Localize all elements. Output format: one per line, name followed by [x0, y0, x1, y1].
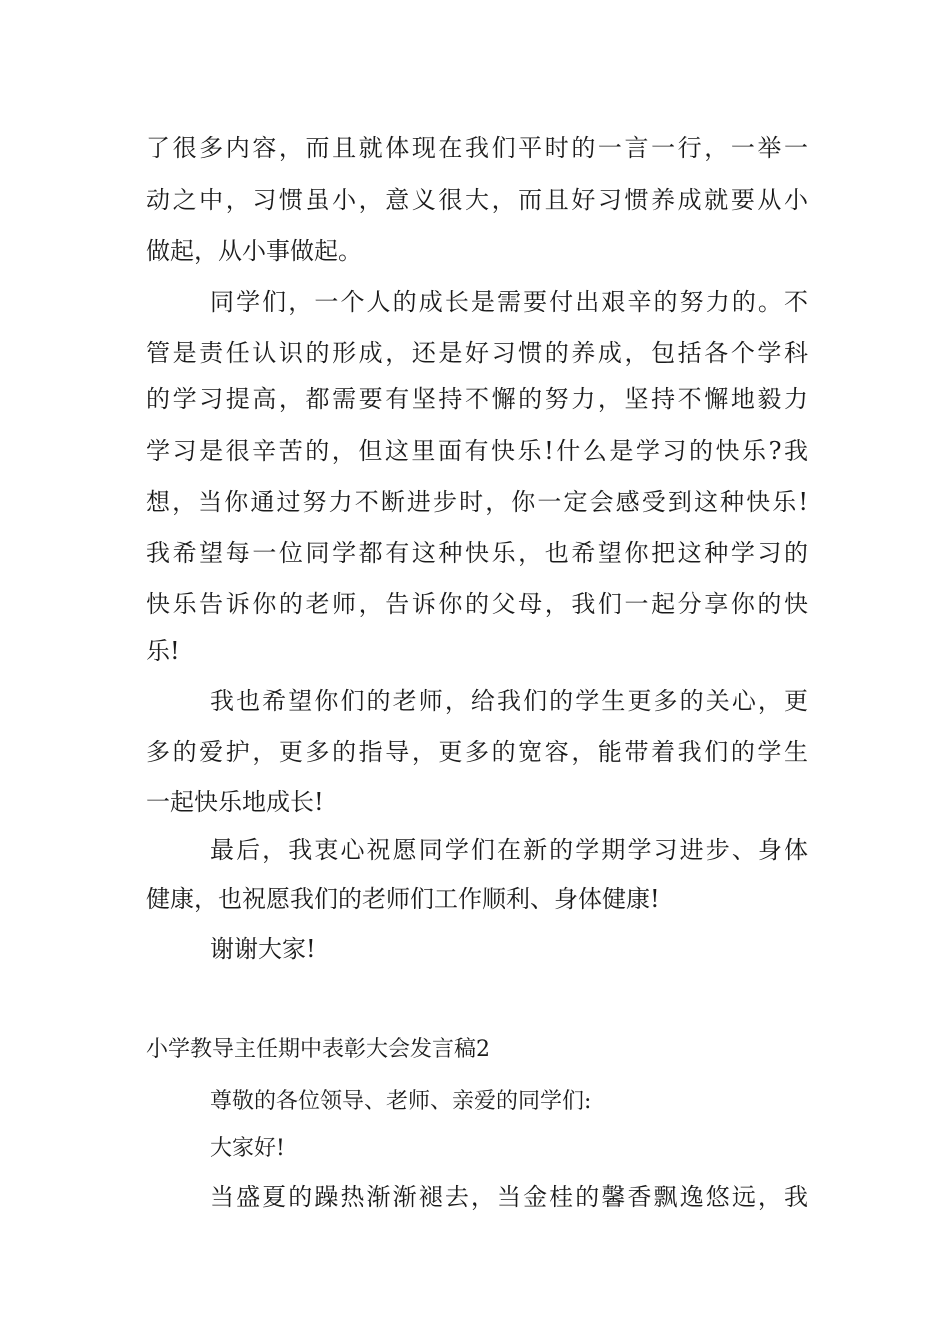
closing-line: 谢谢大家!: [210, 935, 316, 963]
paragraph-line: 动之中，习惯虽小，意义很大，而且好习惯养成就要从小: [146, 186, 808, 214]
paragraph-line: 健康，也祝愿我们的老师们工作顺利、身体健康!: [146, 885, 660, 913]
paragraph-line: 同学们，一个人的成长是需要付出艰辛的努力的。不: [210, 288, 808, 316]
paragraph-line: 最后，我衷心祝愿同学们在新的学期学习进步、身体: [210, 836, 808, 864]
paragraph-line: 一起快乐地成长!: [146, 788, 324, 816]
paragraph-line: 快乐告诉你的老师，告诉你的父母，我们一起分享你的快: [146, 590, 808, 618]
paragraph-line: 管是责任认识的形成，还是好习惯的养成，包括各个学科: [146, 339, 808, 367]
paragraph-line: 我也希望你们的老师，给我们的学生更多的关心，更: [210, 687, 808, 715]
paragraph-line: 了很多内容，而且就体现在我们平时的一言一行，一举一: [146, 134, 808, 162]
paragraph-line: 我希望每一位同学都有这种快乐，也希望你把这种学习的: [146, 539, 808, 567]
paragraph-line: 做起，从小事做起。: [146, 237, 362, 265]
paragraph-line: 的学习提高，都需要有坚持不懈的努力，坚持不懈地毅力: [146, 385, 808, 413]
paragraph-line: 学习是很辛苦的，但这里面有快乐!什么是学习的快乐?我: [146, 437, 808, 465]
greeting-line: 尊敬的各位领导、老师、亲爱的同学们:: [210, 1089, 592, 1114]
paragraph-line: 多的爱护，更多的指导，更多的宽容，能带着我们的学生: [146, 738, 808, 766]
paragraph-line: 乐!: [146, 637, 180, 665]
section-title: 小学教导主任期中表彰大会发言稿2: [146, 1037, 490, 1062]
paragraph-line: 当盛夏的躁热渐渐褪去，当金桂的馨香飘逸悠远，我: [210, 1183, 808, 1211]
hello-line: 大家好!: [210, 1136, 285, 1161]
paragraph-line: 想，当你通过努力不断进步时，你一定会感受到这种快乐!: [146, 488, 808, 516]
